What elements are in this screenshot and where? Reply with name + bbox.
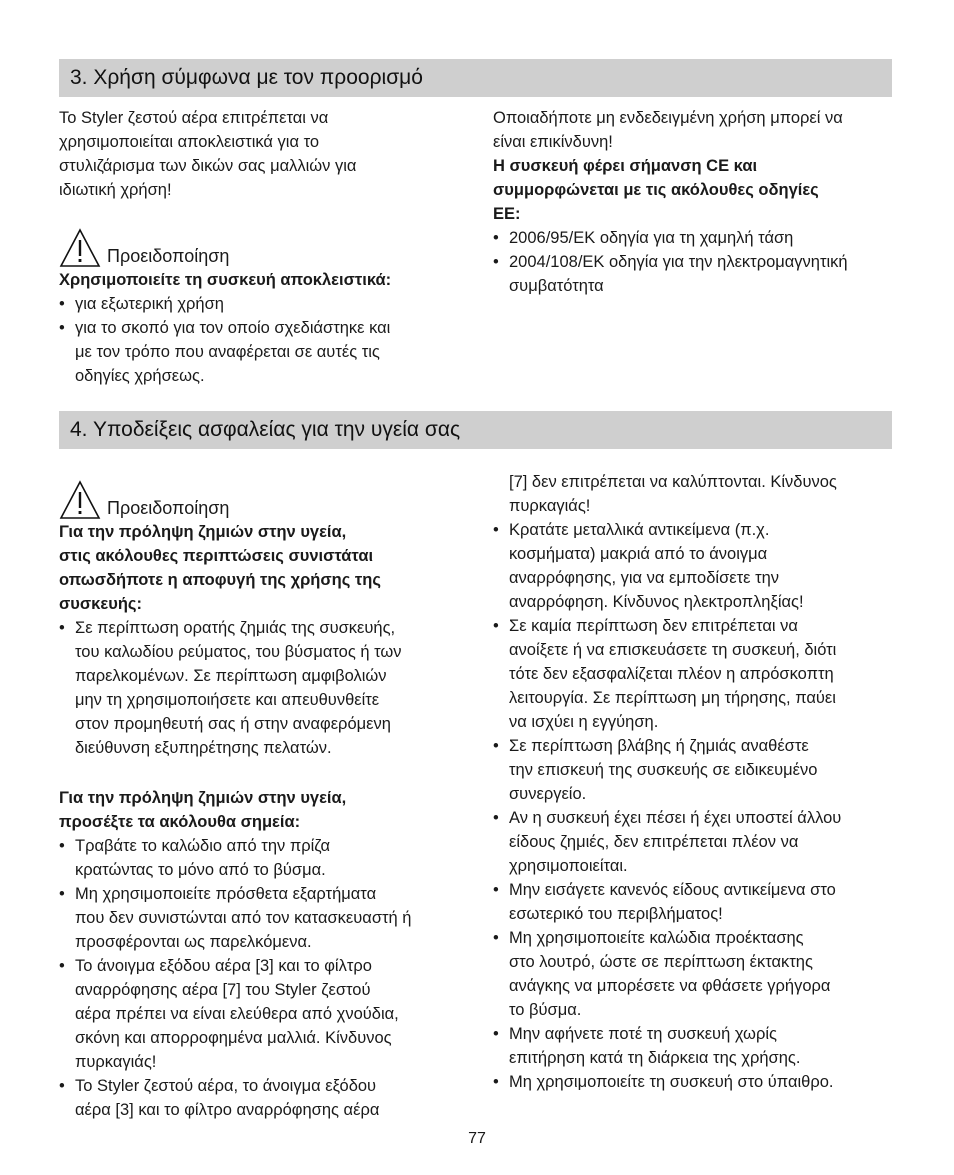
section-3-right-column — [493, 106, 903, 298]
intended-use-paragraph: Το Styler ζεστού αέρα επιτρέπεται να χρησιμοποιείται αποκλειστικά για το στυλιζάρισμα των δικών σας μαλλιών για ιδιωτική χρήση! — [59, 109, 357, 199]
misuse-paragraph: Οποιαδήποτε μη ενδεδειγμένη χρήση μπορεί να είναι επικίνδυνη! — [493, 109, 843, 151]
list-item: • Σε περίπτωση ορατής ζημιάς της συσκευής, του καλωδίου ρεύματος, του βύσματος ή των παρελκομένων. Σε περίπτωση αμφιβολιών μην τη χρησιμοποιήσετε και απευθυνθείτε στον προμηθευτή σας ή στην αναφερόμενη διεύθυνση εξυπηρέτησης πελατών. — [59, 616, 459, 760]
warning-intro: Χρησιμοποιείτε τη συσκευή αποκλειστικά: — [59, 271, 392, 289]
precautions-list-continued — [493, 518, 903, 1094]
list-item: • Το Styler ζεστού αέρα, το άνοιγμα εξόδου αέρα [3] και το φίλτρο αναρρόφησης αέρα — [59, 1074, 459, 1122]
list-item: • για εξωτερική χρήση — [59, 292, 449, 316]
list-item: • Μην εισάγετε κανενός είδους αντικείμενα στο εσωτερικό του περιβλήματος! — [493, 878, 903, 926]
section-4-title: 4. Υποδείξεις ασφαλείας για την υγεία σας — [70, 418, 461, 441]
list-item: • για το σκοπό για τον οποίο σχεδιάστηκε και με τον τρόπο που αναφέρεται σε αυτές τις οδηγίες χρήσεως. — [59, 316, 449, 388]
list-item: • Κρατάτε μεταλλικά αντικείμενα (π.χ. κοσμήματα) μακριά από το άνοιγμα αναρρόφησης, για να εμποδίσετε την αναρρόφηση. Κίνδυνος ηλεκτροπληξίας! — [493, 518, 903, 614]
ce-mark-paragraph: Η συσκευή φέρει σήμανση CE και συμμορφώνεται με τις ακόλουθες οδηγίες ΕΕ: — [493, 157, 819, 223]
directives-list — [493, 226, 903, 298]
list-item: • Μην αφήνετε ποτέ τη συσκευή χωρίς επιτήρηση κατά τη διάρκεια της χρήσης. — [493, 1022, 903, 1070]
section-4-right-column — [493, 470, 903, 1094]
precautions-list — [59, 834, 459, 1122]
warning-heading — [59, 472, 459, 520]
warning-heading — [59, 220, 449, 268]
warning-label: Προειδοποίηση — [107, 246, 230, 266]
section-3-left-column — [59, 106, 449, 388]
section-4-left-column — [59, 472, 459, 1122]
list-item: • Το άνοιγμα εξόδου αέρα [3] και το φίλτρο αναρρόφησης αέρα [7] του Styler ζεστού αέρα πρέπει να είναι ελεύθερα από χνούδια, σκόνη και απορροφημένα μαλλιά. Κίνδυνος πυρκαγιάς! — [59, 954, 459, 1074]
health-intro-1: Για την πρόληψη ζημιών στην υγεία, στις ακόλουθες περιπτώσεις συνιστάται οπωσδήποτε η αποφυγή της χρήσης της συσκευής: — [59, 523, 381, 613]
list-item: • 2006/95/ΕΚ οδηγία για τη χαμηλή τάση — [493, 226, 903, 250]
warning-triangle-icon — [59, 228, 101, 268]
page-number: 77 — [468, 1130, 486, 1147]
list-item: • Τραβάτε το καλώδιο από την πρίζα κρατώντας το μόνο από το βύσμα. — [59, 834, 459, 882]
continued-item: [7] δεν επιτρέπεται να καλύπτονται. Κίνδυνος πυρκαγιάς! — [509, 473, 837, 515]
health-intro-2: Για την πρόληψη ζημιών στην υγεία, προσέξτε τα ακόλουθα σημεία: — [59, 789, 347, 831]
list-item: • Σε περίπτωση βλάβης ή ζημιάς αναθέστε την επισκευή της συσκευής σε ειδικευμένο συνεργείο. — [493, 734, 903, 806]
list-item: • Μη χρησιμοποιείτε καλώδια προέκτασης στο λουτρό, ώστε σε περίπτωση έκτακτης ανάγκης να μπορέσετε να φθάσετε γρήγορα το βύσμα. — [493, 926, 903, 1022]
section-3-header — [59, 59, 892, 97]
list-item: • Αν η συσκευή έχει πέσει ή έχει υποστεί άλλου είδους ζημιές, δεν επιτρέπεται πλέον να χρησιμοποιείται. — [493, 806, 903, 878]
section-4-header — [59, 411, 892, 449]
section-3-title: 3. Χρήση σύμφωνα με τον προορισμό — [70, 66, 423, 89]
warning-label: Προειδοποίηση — [107, 498, 230, 518]
avoid-use-list — [59, 616, 459, 760]
list-item: • Μη χρησιμοποιείτε τη συσκευή στο ύπαιθρο. — [493, 1070, 903, 1094]
list-item: • Σε καμία περίπτωση δεν επιτρέπεται να ανοίξετε ή να επισκευάσετε τη συσκευή, διότι τότε δεν εξασφαλίζεται πλέον η απρόσκοπτη λειτουργία. Σε περίπτωση μη τήρησης, παύει να ισχύει η εγγύηση. — [493, 614, 903, 734]
list-item: • Μη χρησιμοποιείτε πρόσθετα εξαρτήματα που δεν συνιστώνται από τον κατασκευαστή ή προσφέρονται ως παρελκόμενα. — [59, 882, 459, 954]
warning-triangle-icon — [59, 480, 101, 520]
list-item: • 2004/108/ΕΚ οδηγία για την ηλεκτρομαγνητική συμβατότητα — [493, 250, 903, 298]
usage-list — [59, 292, 449, 388]
